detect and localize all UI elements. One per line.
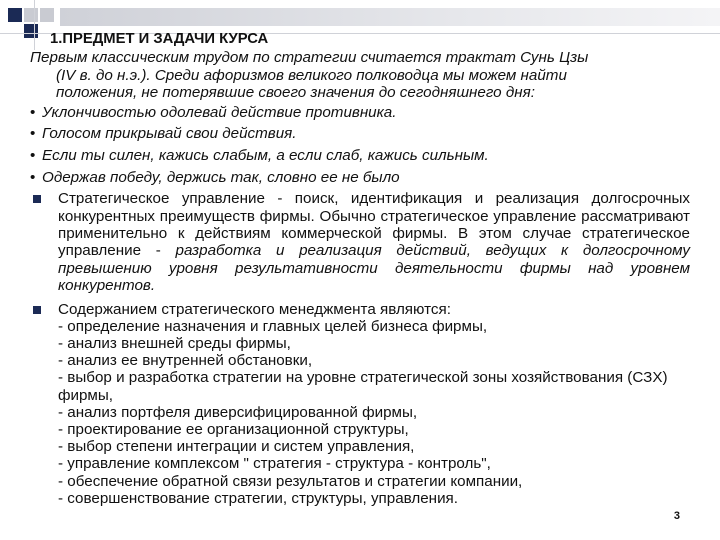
definition-italic-text: разработка и реализация действий, ведущих к долгосрочному превышению уровня результативности деятельности фирмы над уровнем конкурентов. (58, 242, 690, 295)
aphorism-list (30, 104, 690, 186)
aphorism-item: • Голосом прикрывай свои действия. (30, 125, 690, 143)
aphorism-item: • Одержав победу, держись так, словно ее не было (30, 169, 690, 187)
slide-content (30, 30, 690, 507)
aphorism-item: • Если ты силен, кажись слабым, а если слаб, кажись сильным. (30, 147, 690, 165)
decor-square-light (40, 8, 54, 22)
content-item: - обеспечение обратной связи результатов и стратегии компании, (58, 472, 523, 490)
decor-header-bar (60, 8, 720, 26)
strategic-management-definition (30, 190, 690, 294)
decor-square-dark (8, 8, 22, 22)
intro-line: положения, не потерявшие своего значения до сегодняшнего дня: (56, 84, 535, 102)
content-item: - анализ внешней среды фирмы, (58, 335, 291, 352)
aphorism-item: • Уклончивостью одолевай действие противника. (30, 104, 690, 122)
page-number: 3 (673, 510, 680, 522)
content-item: - выбор степени интеграции и систем управления, (58, 438, 415, 456)
content-item: - анализ ее внутренней обстановки, (58, 352, 313, 370)
content-item: - определение назначения и главных целей бизнеса фирмы, (58, 317, 488, 335)
definition-text: Стратегическое управление - поиск, идентификация и реализация долгосрочных конкурентных преимуществ фирмы. Обычно стратегическое управление рассматривают применительно к действиям коммерческой фирмы. В этом случае стратегическое управление - (58, 190, 690, 260)
intro-line: Первым классическим трудом по стратегии считается трактат Сунь Цзы (30, 49, 589, 66)
content-item: - проектирование ее организационной структуры, (58, 421, 409, 439)
content-item: - анализ портфеля диверсифицированной фирмы, (58, 403, 418, 421)
content-item: - выбор и разработка стратегии на уровне стратегической зоны хозяйствования (СЗХ) фирмы, (58, 369, 668, 404)
square-bullet-icon (33, 306, 41, 314)
intro-paragraph (30, 49, 690, 102)
content-item: - совершенствование стратегии, структуры, управления. (58, 489, 458, 507)
content-item: - управление комплексом " стратегия - структура - контроль", (58, 455, 491, 473)
strategic-management-content (30, 301, 690, 507)
slide-title: 1.ПРЕДМЕТ И ЗАДАЧИ КУРСА (50, 31, 269, 47)
square-bullet-icon (33, 195, 41, 203)
intro-line: (IV в. до н.э.). Среди афоризмов великого полководца мы можем найти (56, 66, 567, 84)
content-lead: Содержанием стратегического менеджмента являются: (58, 300, 451, 318)
decor-square-light (24, 8, 38, 22)
